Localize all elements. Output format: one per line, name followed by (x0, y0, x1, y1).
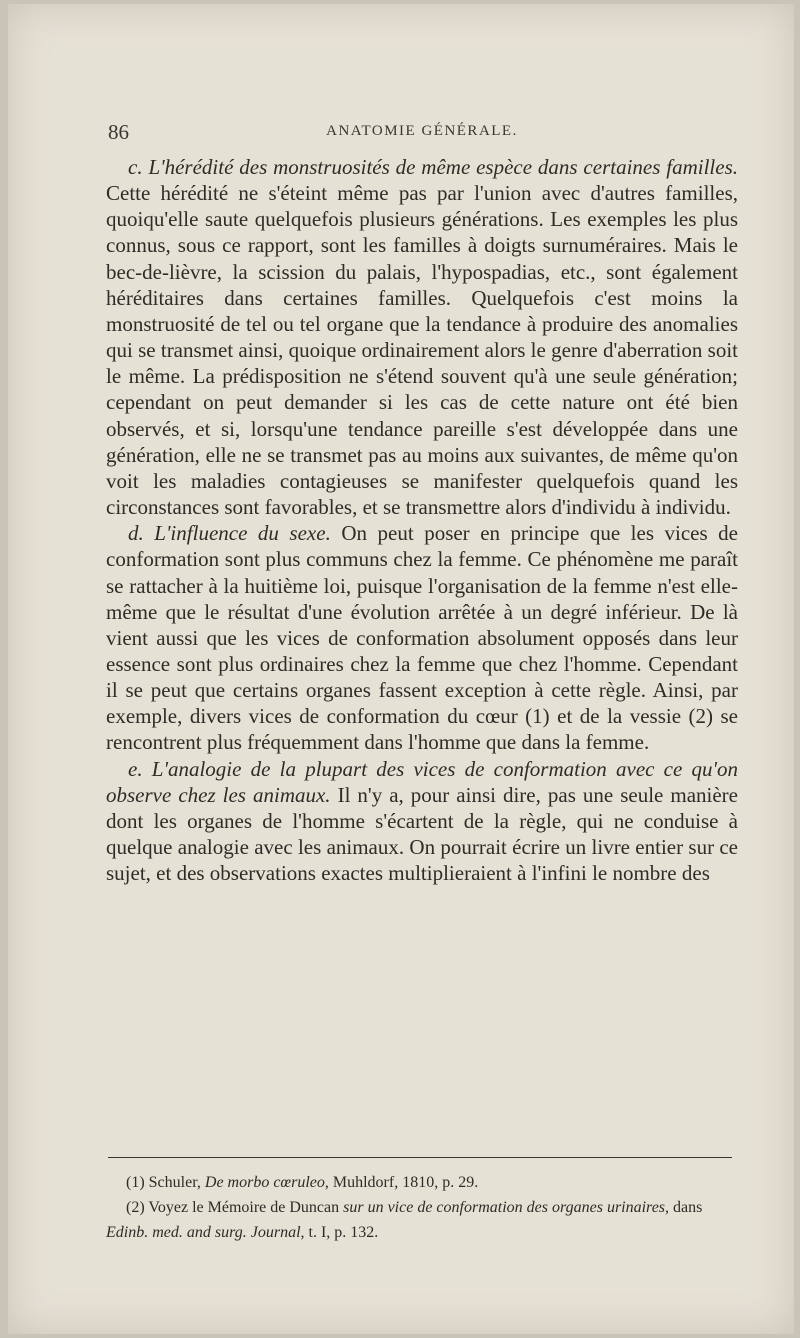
footnotes (106, 1170, 738, 1245)
footnote-title: sur un vice de conformation des organes urinaires (343, 1199, 666, 1216)
footnote-divider (108, 1157, 732, 1158)
footnote-2 (106, 1195, 738, 1245)
page-number: 86 (108, 120, 129, 144)
footnote-1 (106, 1170, 738, 1195)
body-text (106, 154, 738, 886)
footnote-title: De morbo cœruleo (204, 1174, 325, 1191)
paragraph-marker: d. (128, 521, 144, 546)
paragraph-text: On peut poser en principe que les vices de conformation sont plus communs chez la femme. Ce phénomène me paraît se rattacher à la huitième loi, puisque l'organisation de la femme n'est elle-même que le résultat d'une évolution arrêtée à un degré inférieur. De là vient aussi que les vices de conformation absolument opposés dans leur essence sont plus ordinaires chez la femme que chez l'homme. Cependant il se peut que certains organes fassent exception à cette règle. Ainsi, par exemple, divers vices de conformation du cœur (1) et de la vessie (2) se rencontrent plus fréquemment dans l'homme que dans la femme. (106, 521, 738, 755)
paragraph-marker: c. (128, 155, 143, 179)
footnote-marker: (2) (126, 1199, 145, 1216)
footnote-text: , t. I, p. 132. (300, 1224, 379, 1241)
paragraph-text: Cette hérédité ne s'éteint même pas par l'union avec d'autres familles, quoiqu'elle saute quelquefois plusieurs générations. Les exemples les plus connus, sous ce rapport, sont les familles à doigts surnuméraires. Mais le bec-de-lièvre, la scission du palais, l'hypospadias, etc., sont également héréditaires dans certaines familles. Quelquefois c'est moins la monstruosité de tel ou tel organe que la tendance à produire des anomalies qui se transmet ainsi, quoique ordinairement alors le genre d'aberration soit le même. La prédisposition ne s'étend souvent qu'à une seule génération; cependant on peut demander si les cas de cette nature ont été bien observés, et si, lorsqu'une tendance pareille s'est développée dans une génération, elle ne se transmet pas au moins aux suivantes, de même qu'on voit les maladies contagieuses se manifester quelquefois quand les circonstances sont favorables, et se transmettre alors d'individu à individu. (106, 181, 738, 520)
paragraph-c (106, 154, 738, 520)
paragraph-heading: L'analogie de la plupart des vices de conformation avec ce qu'on observe chez les animaux. (106, 756, 738, 807)
footnote-marker: (1) (126, 1174, 145, 1191)
book-page (8, 4, 794, 1334)
paragraph-d (106, 520, 738, 755)
paragraph-heading: L'influence du sexe. (154, 521, 331, 546)
paragraph-e (106, 756, 738, 887)
footnote-text: Voyez le Mémoire de Duncan (148, 1199, 340, 1216)
running-title: ANATOMIE GÉNÉRALE. (326, 123, 518, 139)
footnote-text: , Muhldorf, 1810, p. 29. (324, 1174, 479, 1191)
footnote-text: , dans (665, 1199, 703, 1216)
page-header (108, 120, 736, 146)
paragraph-heading: L'hérédité des monstruosités de même espèce dans certaines familles. (148, 155, 739, 179)
footnote-text: Schuler, (148, 1174, 201, 1191)
paragraph-text: Il n'y a, pour ainsi dire, pas une seule manière dont les organes de l'homme s'écartent de la règle, qui ne conduise à quelque analogie avec les animaux. On pourrait écrire un livre entier sur ce sujet, et des observations exactes multiplieraient à l'infini le nombre des (106, 782, 738, 886)
footnote-journal: Edinb. med. and surg. Journal (106, 1224, 301, 1241)
paragraph-marker: e. (128, 756, 143, 781)
